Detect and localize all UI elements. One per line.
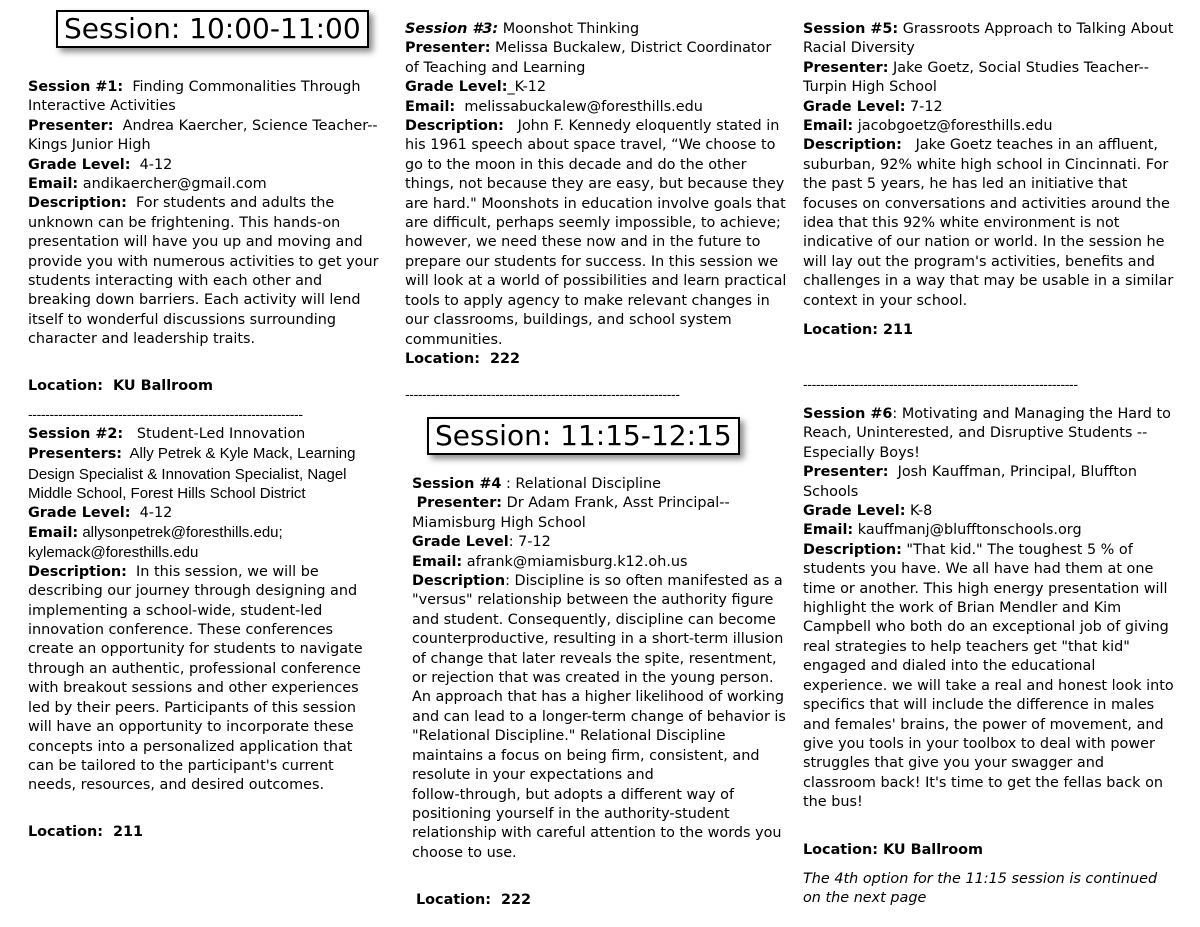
location-label: Location: xyxy=(416,892,491,908)
session-1-title: Finding Commonalities Through Interactive Activities xyxy=(28,79,361,115)
session-1-presenter: Andrea Kaercher, Science Teacher--Kings Junior High xyxy=(28,117,378,154)
description-label: Description: xyxy=(28,563,127,580)
description-label: Description: xyxy=(28,195,127,212)
session-6-label: Session #6 xyxy=(803,406,893,422)
session-6-grade: K-8 xyxy=(910,503,933,520)
session-4-grade: : 7-12 xyxy=(508,534,551,551)
email-label: Email: xyxy=(803,118,854,135)
email-label: Email: xyxy=(28,525,79,542)
session-2-presenter: Ally Petrek & Kyle Mack, Learning Design Specialist & Innovation Specialist, Nagel Middle School, Forest Hills School District xyxy=(28,445,356,503)
session-3-location: Location: 222 xyxy=(405,350,521,367)
presenter-label: Presenter: xyxy=(28,117,114,134)
session-6-location: Location: KU Ballroom xyxy=(803,842,984,858)
session-1-location: Location: KU Ballroom xyxy=(28,378,214,394)
grade-label: Grade Level xyxy=(412,534,509,551)
session-2-grade: 4-12 xyxy=(139,504,173,521)
divider: ---------------------------------------------------------------- xyxy=(28,408,303,423)
location-label: Location: xyxy=(405,350,480,367)
description-label: Description xyxy=(412,573,506,590)
session-5-email: jacobgoetz@foresthills.edu xyxy=(857,118,1053,135)
session-6-presenter: Josh Kauffman, Principal, Bluffton Schools xyxy=(803,464,1137,500)
grade-label: Grade Level: xyxy=(803,98,906,115)
continuation-note: The 4th option for the 11:15 session is continued on the next page xyxy=(803,871,1158,907)
session-5-title: Grassroots Approach to Talking About Racial Diversity xyxy=(803,21,1174,57)
location-label: Location: xyxy=(28,378,103,394)
session-5-location: Location: 211 xyxy=(803,322,914,338)
session-4-email: afrank@miamisburg.k12.oh.us xyxy=(466,553,688,570)
session-5-description: Jake Goetz teaches in an affluent, suburban, 92% white high school in Cincinnati. For the past 5 years, he has led an initiative that focuses on conversations and activities around the idea that this 92% white environment is not indicative of our nation or world. In the session he will lay out the program's activities, benefits and challenges in a way that may be usable in a similar context in your school. xyxy=(803,137,1174,309)
session-3-presenter: Melissa Buckalew, District Coordinator of Teaching and Learning xyxy=(405,40,772,76)
session-2 xyxy=(28,425,380,796)
presenter-label: Presenter: xyxy=(416,495,503,512)
description-label: Description: xyxy=(803,137,902,154)
session-4-location: Location: 222 xyxy=(416,892,532,908)
session-6-description: "That kid." The toughest 5 % of students you have. We all have had them at one time or another. This high energy presentation will highlight the work of Brian Mendler and Kim Campbell who both do an exceptional job of giving real strategies to help teachers get "that kid" engaged and dialed into the educational experience. we will take a real and honest look into specifics that will include the difference in males and females' brains, the power of movement, and give you tools in your toolbox to deal with power struggles that give you your swagger and classroom back! It's time to get the fellas back on the bus! xyxy=(803,541,1174,811)
divider: ---------------------------------------------------------------- xyxy=(405,388,680,403)
session-1-label: Session #1: xyxy=(28,79,124,95)
session-1-grade: 4-12 xyxy=(139,156,173,173)
session-4-presenter: Dr Adam Frank, Asst Principal--Miamisburg High School xyxy=(412,495,730,531)
session-6-email: kauffmanj@blufftonschools.org xyxy=(857,522,1082,539)
session-time-banner-1000: Session: 10:00-11:00 xyxy=(56,10,369,48)
session-2-label: Session #2: xyxy=(28,426,124,442)
session-6-title: : Motivating and Managing the Hard to Reach, Uninterested, and Disruptive Students -- Especially Boys! xyxy=(803,406,1171,461)
session-3-description: John F. Kennedy eloquently stated in his 1961 speech about space travel, “We choose to go to the moon in this decade and do the other things, not because they are easy, but because they are hard." Moonshots in education involve goals that are difficult, perhaps seemly impossible, to achieve; however, we need these now and in the future to prepare our students for success. In this session we will look at a world of possibilities and learn practical tools to apply agency to make relevant changes in our classrooms, buildings, and school system communities. xyxy=(405,118,787,348)
email-label: Email: xyxy=(412,553,463,570)
session-1 xyxy=(28,78,380,350)
grade-label: Grade Level: xyxy=(28,504,131,521)
session-3-label: Session #3: xyxy=(405,21,499,37)
session-6 xyxy=(803,405,1175,813)
description-label: Description: xyxy=(803,541,902,558)
email-label: Email: xyxy=(28,176,79,193)
presenters-label: Presenters: xyxy=(28,446,123,463)
grade-label: Grade Level: xyxy=(28,156,131,173)
session-3-grade: K-12 xyxy=(514,79,547,96)
session-3-title: Moonshot Thinking xyxy=(502,21,640,37)
session-2-location: Location: 211 xyxy=(28,824,144,840)
session-3-email: melissabuckalew@foresthills.edu xyxy=(464,98,703,115)
session-5-presenter: Jake Goetz, Social Studies Teacher--Turpin High School xyxy=(803,59,1149,96)
session-4-label: Session #4 xyxy=(412,476,502,492)
session-3: Session #3: Moonshot Thinking Presenter: Melissa Buckalew, District Coordinator of Teaching and Learning Grade Level:_K-12 Email: melissabuckalew@foresthills.edu Description: John F. Kennedy eloquently stated in his 1961 speech about space travel, “We choose to go to the moon in this decade and do the other things, not because they are easy, but because they are hard." Moonshots in education involve goals that are difficult, perhaps seemly impossible, to achieve; however, we need these now and in the future to prepare our students for success. In this session we will look at a world of possibilities and learn practical tools to apply agency to make relevant changes in our classrooms, buildings, and school system communities. Location: 222 xyxy=(405,20,787,369)
grade-label: Grade Level: xyxy=(405,79,508,96)
session-5-grade: 7-12 xyxy=(910,98,943,115)
email-label: Email: xyxy=(803,522,854,539)
location-label: Location: xyxy=(803,322,878,338)
session-4-title: : Relational Discipline xyxy=(505,476,661,492)
session-2-description: In this session, we will be describing our journey through designing and implementing a school-wide, student-led innovation conference. These conferences create an opportunity for students to navigate through an authentic, professional conference with breakout sessions and other experiences led by their peers. Participants of this session will have an opportunity to incorporate these concepts into a personalized application that can be tailored to the participant's current needs, resources, and desired outcomes. xyxy=(28,563,363,794)
grade-label: Grade Level: xyxy=(803,503,906,520)
session-5 xyxy=(803,20,1175,311)
session-4-description: : Discipline is so often manifested as a "versus" relationship between the authority figure and student. Consequently, discipline can become counterproductive, resulting in a short-term illusion of change that later reveals the spite, resentment, or rejection that was created in the young person. An approach that has a higher likelihood of working and can lead to a longer-term change of behavior is "Relational Discipline." Relational Discipline maintains a focus on being firm, consistent, and resolute in your expectations and xyxy=(412,573,786,784)
description-label: Description: xyxy=(405,118,504,135)
session-1-email: andikaercher@gmail.com xyxy=(82,176,267,193)
divider: ---------------------------------------------------------------- xyxy=(803,378,1078,393)
session-time-banner-1115: Session: 11:15-12:15 xyxy=(427,417,740,455)
location-label: Location: xyxy=(28,824,103,840)
session-1-description: For students and adults the unknown can be frightening. This hands-on presentation will have you up and moving and provide you with numerous activities to get your students interacting with each other and breaking down barriers. Each activity will lend itself to wonderful discussions surrounding character and leadership traits. xyxy=(28,195,379,348)
presenter-label: Presenter: xyxy=(803,464,889,481)
session-2-email: allysonpetrek@foresthills.edu; kylemack@foresthills.edu xyxy=(28,524,283,562)
presenter-label: Presenter: xyxy=(803,59,889,76)
session-4 xyxy=(412,475,794,863)
presenter-label: Presenter: xyxy=(405,40,491,57)
session-4-description-cont: follow-through, but adopts a different way of positioning yourself in the authority-student relationship with careful attention to the words you choose to use. xyxy=(412,786,782,861)
session-5-label: Session #5: xyxy=(803,21,899,37)
email-label: Email: xyxy=(405,98,456,115)
session-2-title: Student-Led Innovation xyxy=(136,426,306,442)
